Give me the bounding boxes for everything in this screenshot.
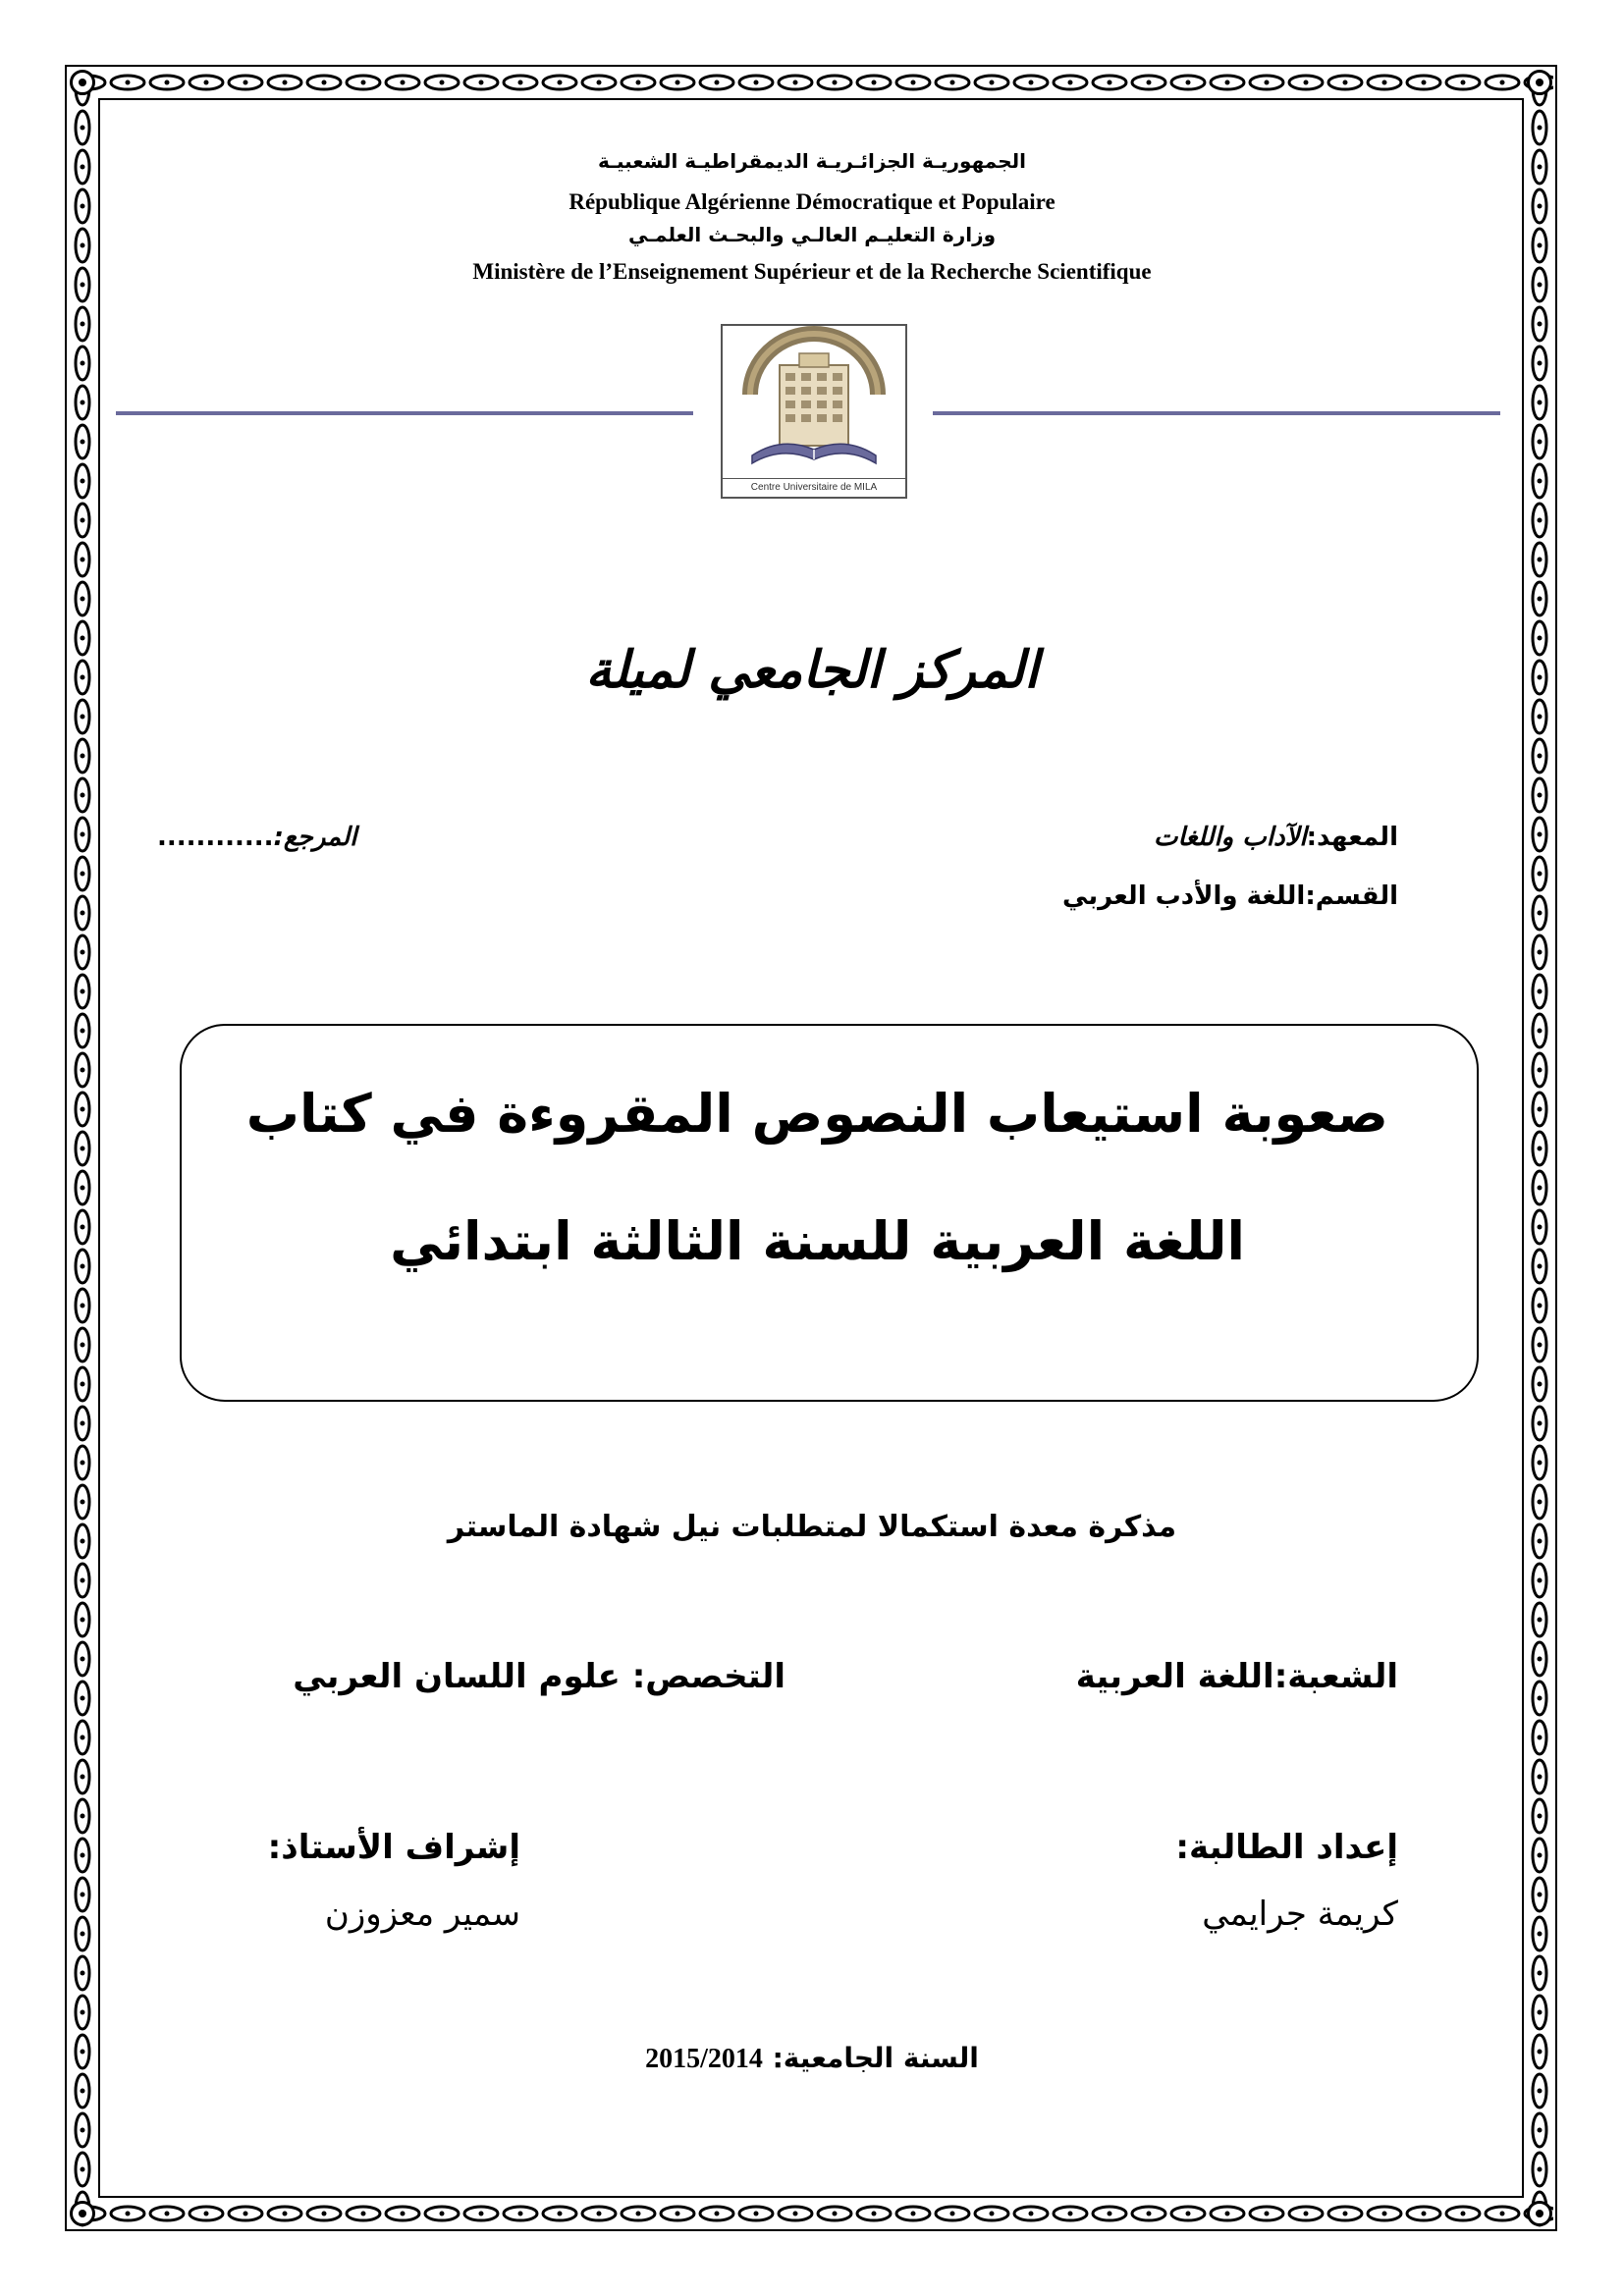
thesis-subtitle: مذكرة معدة استكمالا لمتطلبات نيل شهادة الماستر (447, 1510, 1177, 1544)
institution-name: المركز الجامعي لميلة (585, 640, 1039, 700)
specialty-label: التخصص: (631, 1657, 785, 1696)
branch-label: الشعبة: (1273, 1657, 1398, 1696)
institute-value: الآداب واللغات (1153, 823, 1307, 852)
chain-border-top (69, 69, 1553, 96)
corner-ornament-bottom-right (1527, 2201, 1552, 2226)
corner-ornament-bottom-left (70, 2201, 95, 2226)
institute-label: المعهد: (1306, 823, 1398, 852)
student-name: كريمة جرايمي (1202, 1895, 1398, 1934)
branch-line (1076, 1657, 1398, 1696)
university-building-emblem (723, 326, 905, 479)
university-logo (721, 324, 907, 499)
department-line (1062, 881, 1398, 911)
reference-label: المرجع: (273, 823, 357, 852)
department-value: اللغة والأدب العربي (1062, 881, 1306, 911)
specialty-value: علوم اللسان العربي (293, 1657, 621, 1696)
chain-border-bottom (69, 2200, 1553, 2227)
specialty-line (293, 1657, 785, 1696)
academic-year-label: السنة الجامعية: (772, 2042, 979, 2074)
department-label: القسم: (1305, 881, 1398, 911)
republic-arabic: الجمهوريـة الجزائـريـة الديمقراطيـة الشعبيـة (598, 149, 1026, 173)
supervisor-name: سمير معزوزن (324, 1895, 520, 1934)
academic-year-line (0, 2042, 1624, 2075)
branch-value: اللغة العربية (1075, 1657, 1274, 1696)
supervisor-label: إشراف الأستاذ: (267, 1828, 520, 1867)
header-rule-left (116, 411, 693, 415)
republic-french: République Algérienne Démocratique et Populaire (568, 189, 1056, 214)
chain-border-right (1526, 69, 1553, 2227)
student-label: إعداد الطالبة: (1175, 1828, 1398, 1867)
reference-line (157, 823, 356, 852)
header-rule-right (933, 411, 1500, 415)
institute-line (1154, 823, 1398, 852)
ministry-arabic: وزارة التعليـم العالـي والبحـث العلمـي (627, 223, 997, 246)
corner-ornament-top-right (1527, 70, 1552, 95)
chain-border-left (69, 69, 96, 2227)
thesis-title-line2: اللغة العربية للسنة الثالثة ابتدائي (390, 1210, 1245, 1272)
ministry-french: Ministère de l’Enseignement Supérieur et de la Recherche Scientifique (472, 259, 1152, 284)
thesis-title-line1: صعوبة استيعاب النصوص المقروءة في كتاب (245, 1083, 1388, 1145)
corner-ornament-top-left (70, 70, 95, 95)
logo-caption: Centre Universitaire de MILA (723, 478, 905, 497)
academic-year-value: 2015/2014 (645, 2044, 763, 2074)
reference-value: ............ (157, 823, 274, 852)
